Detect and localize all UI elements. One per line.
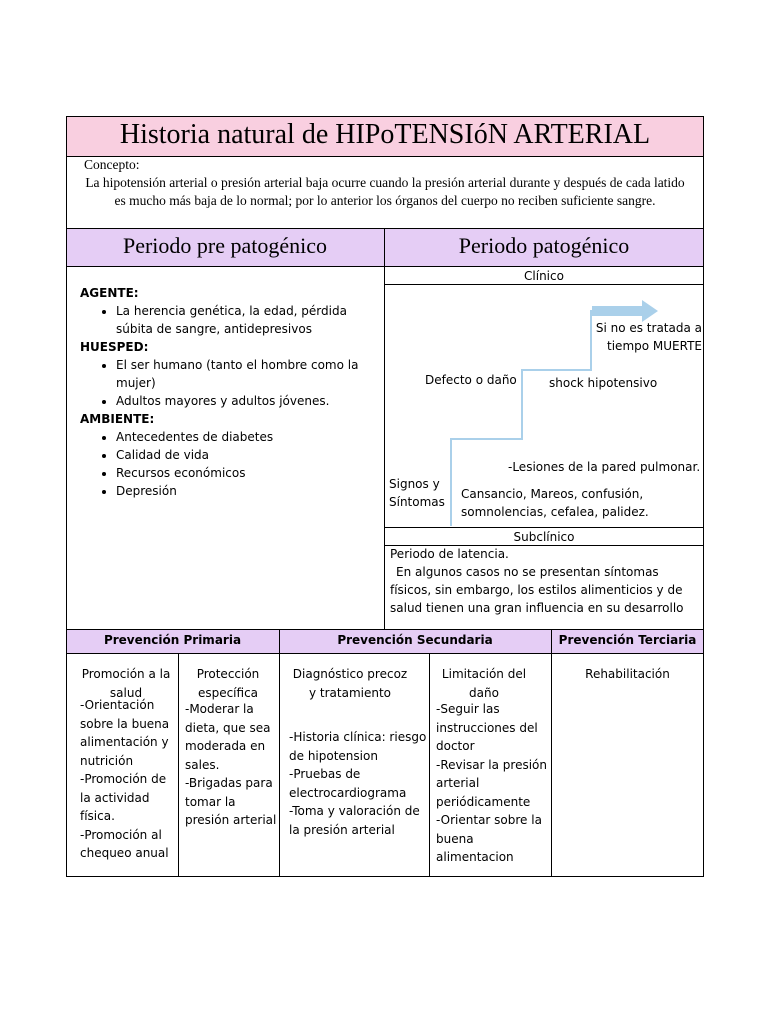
staircase-step — [450, 438, 522, 440]
promocion-title: Promoción a la salud — [81, 667, 171, 700]
list-item: • Calidad de vida — [116, 446, 380, 464]
agente-list — [80, 302, 380, 338]
agente-label: AGENTE: — [80, 286, 139, 300]
defecto-text: Defecto o daño — [425, 373, 517, 387]
table-border — [384, 228, 385, 629]
diagnostico-title: Diagnóstico precoz y tratamiento — [292, 667, 408, 700]
table-border — [384, 284, 704, 285]
huesped-label: HUESPED: — [80, 340, 149, 354]
lesiones-text: -Lesiones de la pared pulmonar. — [508, 460, 701, 474]
rehabilitacion-title: Rehabilitación — [585, 667, 670, 681]
table-border — [178, 653, 179, 876]
table-border — [66, 266, 704, 267]
table-border — [384, 527, 704, 528]
huesped-list — [80, 356, 380, 410]
sintomas-text: Cansancio, Mareos, confusión, somnolencias, cefalea, palidez. — [461, 487, 649, 519]
subclinico-label: Subclínico — [513, 530, 575, 544]
muerte-text: Si no es tratada a tiempo MUERTE — [595, 321, 702, 353]
table-border — [384, 545, 704, 546]
table-border — [66, 116, 704, 117]
header-prevencion-primaria: Prevención Primaria — [66, 629, 279, 653]
ambiente-label: AMBIENTE: — [80, 412, 155, 426]
limitacion-text: -Seguir las instrucciones del doctor -Revisar la presión arterial periódicamente -Orientar sobre la buena alimentacion — [436, 702, 548, 864]
table-border — [279, 629, 280, 876]
clinico-label: Clínico — [524, 269, 564, 283]
document-title: Historia natural de HIPoTENSIóN ARTERIAL — [66, 116, 704, 156]
proteccion-text: -Moderar la dieta, que sea moderada en sales. -Brigadas para tomar la presión arterial — [185, 702, 277, 827]
list-item: • Recursos económicos — [116, 464, 380, 482]
pre-patogenico-content — [80, 284, 380, 500]
latencia-text: En algunos casos no se presentan síntomas físicos, sin embargo, los estilos alimenticios y de salud tienen una gran influencia en su desarrollo — [390, 565, 684, 615]
table-border — [551, 629, 552, 876]
table-border — [703, 116, 704, 876]
list-item: • Depresión — [116, 482, 380, 500]
promocion-text: -Orientación sobre la buena alimentación y nutrición -Promoción de la actividad física. -Promoción al chequeo anual — [80, 698, 170, 860]
table-border — [66, 156, 704, 157]
concept-section — [66, 156, 704, 228]
ambiente-list — [80, 428, 380, 500]
table-border — [66, 876, 704, 877]
concept-label: Concepto: — [84, 157, 140, 172]
table-border — [66, 629, 704, 630]
table-border — [429, 653, 430, 876]
table-border — [66, 653, 704, 654]
staircase-step — [521, 369, 591, 371]
limitacion-title: Limitación del daño — [441, 667, 527, 700]
list-item: • Adultos mayores y adultos jóvenes. — [116, 392, 380, 410]
header-prevencion-terciaria: Prevención Terciaria — [551, 629, 704, 653]
staircase-step — [450, 439, 452, 526]
header-prevencion-secundaria: Prevención Secundaria — [279, 629, 551, 653]
diagnostico-text: -Historia clínica: riesgo de hipotension -Pruebas de electrocardiograma -Toma y valoración de la presión arterial — [289, 730, 427, 837]
header-patogenico: Periodo patogénico — [384, 228, 704, 266]
signos-text: Signos y Síntomas — [389, 477, 445, 509]
list-item: • La herencia genética, la edad, pérdida súbita de sangre, antidepresivos — [116, 302, 380, 338]
table-border — [66, 228, 704, 229]
list-item: • Antecedentes de diabetes — [116, 428, 380, 446]
latencia-label: Periodo de latencia. — [390, 547, 509, 561]
header-pre-patogenico: Periodo pre patogénico — [66, 228, 384, 266]
latencia-section — [390, 545, 702, 617]
concept-text: La hipotensión arterial o presión arterial baja ocurre cuando la presión arterial durante y después de cada latido es mucho más baja de lo normal; por lo anterior los órganos del cuerpo no reciben suficiente sangre. — [85, 175, 685, 208]
list-item: • El ser humano (tanto el hombre como la mujer) — [116, 356, 380, 392]
shock-text: shock hipotensivo — [549, 376, 658, 390]
table-border — [66, 116, 67, 876]
proteccion-title: Protección específica — [196, 667, 260, 700]
